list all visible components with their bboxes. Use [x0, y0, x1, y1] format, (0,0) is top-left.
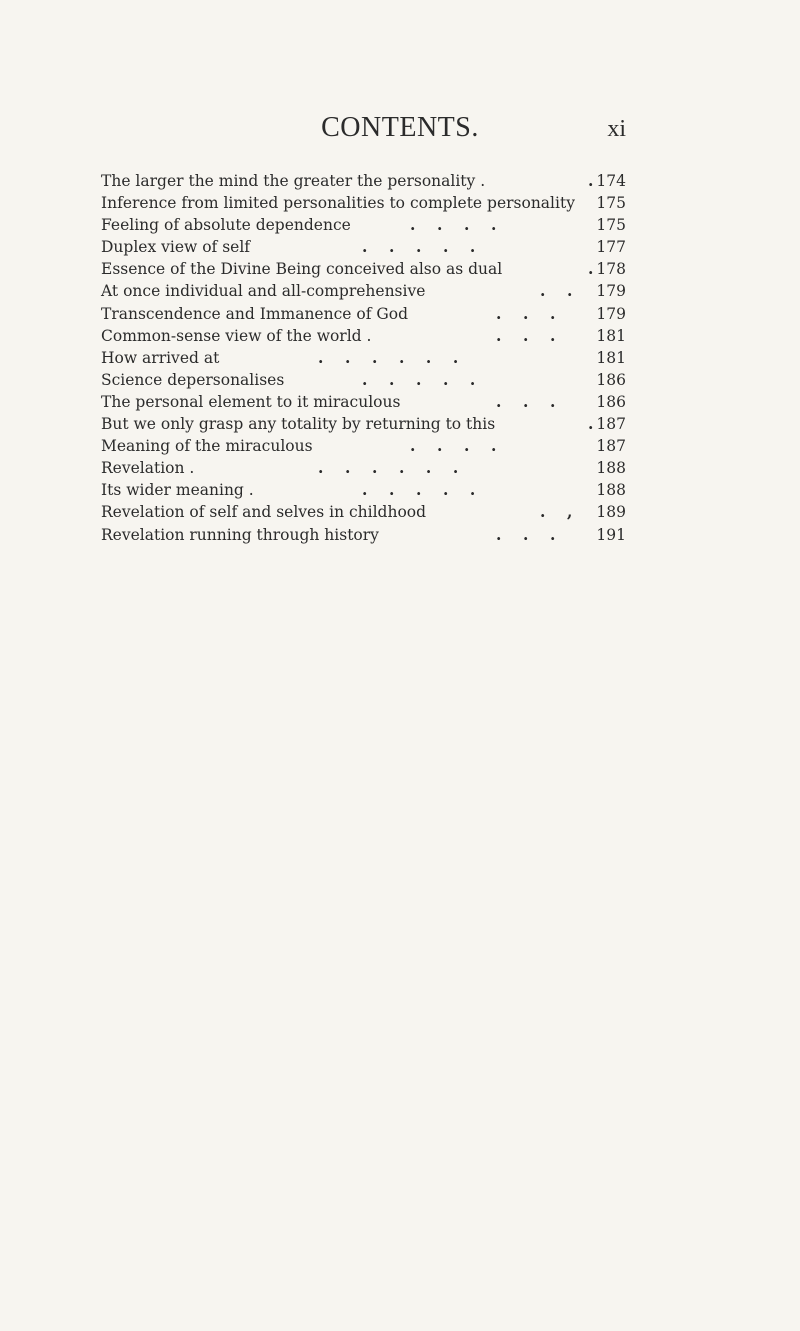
contents-list — [0, 170, 800, 546]
dot-leader: . . . — [496, 325, 556, 345]
entry-title: Common-sense view of the world . — [101, 326, 372, 345]
entry-page: 175 — [596, 216, 626, 235]
contents-entry — [0, 457, 800, 479]
contents-entry — [0, 236, 800, 258]
entry-title: The larger the mind the greater the personality . — [101, 172, 486, 190]
dot-leader: . , — [540, 502, 573, 522]
page-number: xi — [607, 116, 626, 142]
contents-entry — [0, 214, 800, 236]
contents-entry — [0, 258, 800, 280]
entry-page: 177 — [596, 238, 626, 257]
entry-page: 179 — [596, 282, 626, 301]
dot-leader: . . — [540, 281, 573, 301]
running-head: CONTENTS. — [321, 112, 479, 143]
contents-entry — [0, 413, 800, 435]
entry-page: 179 — [596, 304, 626, 323]
entry-title: Revelation running through history — [101, 525, 379, 544]
contents-entry — [0, 347, 800, 369]
dot-leader: . — [588, 171, 594, 190]
contents-entry — [0, 435, 800, 457]
entry-page: 187 — [596, 415, 626, 434]
entry-title: Science depersonalises — [101, 370, 285, 389]
entry-title: Inference from limited personalities to complete personality — [101, 194, 575, 213]
page-header — [0, 112, 800, 152]
entry-page: 188 — [596, 459, 626, 478]
entry-title: Feeling of absolute dependence — [101, 216, 351, 235]
dot-leader: . . . — [496, 524, 556, 544]
dot-leader: . . . . — [410, 436, 497, 456]
entry-page: 187 — [596, 437, 626, 456]
dot-leader: . . . . — [410, 215, 497, 235]
entry-page: 174 — [596, 172, 626, 190]
entry-title: But we only grasp any totality by returning to this — [101, 415, 496, 434]
entry-page: 191 — [596, 525, 626, 544]
entry-title: Revelation of self and selves in childhood — [101, 503, 427, 522]
entry-title: Transcendence and Immanence of God — [101, 304, 409, 323]
dot-leader: . — [588, 414, 594, 434]
entry-title: Meaning of the miraculous — [101, 437, 313, 456]
entry-title: Revelation . — [101, 459, 195, 478]
contents-entry — [0, 391, 800, 413]
entry-page: 181 — [596, 348, 626, 367]
entry-title: How arrived at — [101, 348, 220, 367]
contents-entry — [0, 369, 800, 391]
dot-leader: . — [588, 259, 594, 279]
entry-title: Essence of the Divine Being conceived also as dual — [101, 260, 503, 279]
contents-entry — [0, 303, 800, 325]
dot-leader: . . . — [496, 303, 556, 323]
contents-entry — [0, 479, 800, 501]
entry-title: Its wider meaning . — [101, 481, 254, 500]
entry-title: The personal element to it miraculous — [101, 392, 401, 411]
entry-page: 175 — [596, 194, 626, 213]
entry-page: 186 — [596, 370, 626, 389]
entry-page: 188 — [596, 481, 626, 500]
entry-title: At once individual and all-comprehensive — [101, 282, 426, 301]
contents-entry — [0, 192, 800, 214]
contents-entry — [0, 501, 800, 523]
dot-leader: . . . . . — [362, 369, 476, 389]
dot-leader: . . . . . . — [318, 458, 459, 478]
contents-entry — [0, 170, 800, 192]
entry-page: 178 — [596, 260, 626, 279]
dot-leader: . . . . . — [362, 237, 476, 257]
dot-leader: . . . . . — [362, 480, 476, 500]
entry-page: 186 — [596, 392, 626, 411]
entry-page: 189 — [596, 503, 626, 522]
entry-page: 181 — [596, 326, 626, 345]
contents-entry — [0, 325, 800, 347]
dot-leader: . . . — [496, 391, 556, 411]
contents-entry — [0, 524, 800, 546]
dot-leader: . . . . . . — [318, 347, 459, 367]
contents-entry — [0, 280, 800, 302]
entry-title: Duplex view of self — [101, 238, 251, 257]
